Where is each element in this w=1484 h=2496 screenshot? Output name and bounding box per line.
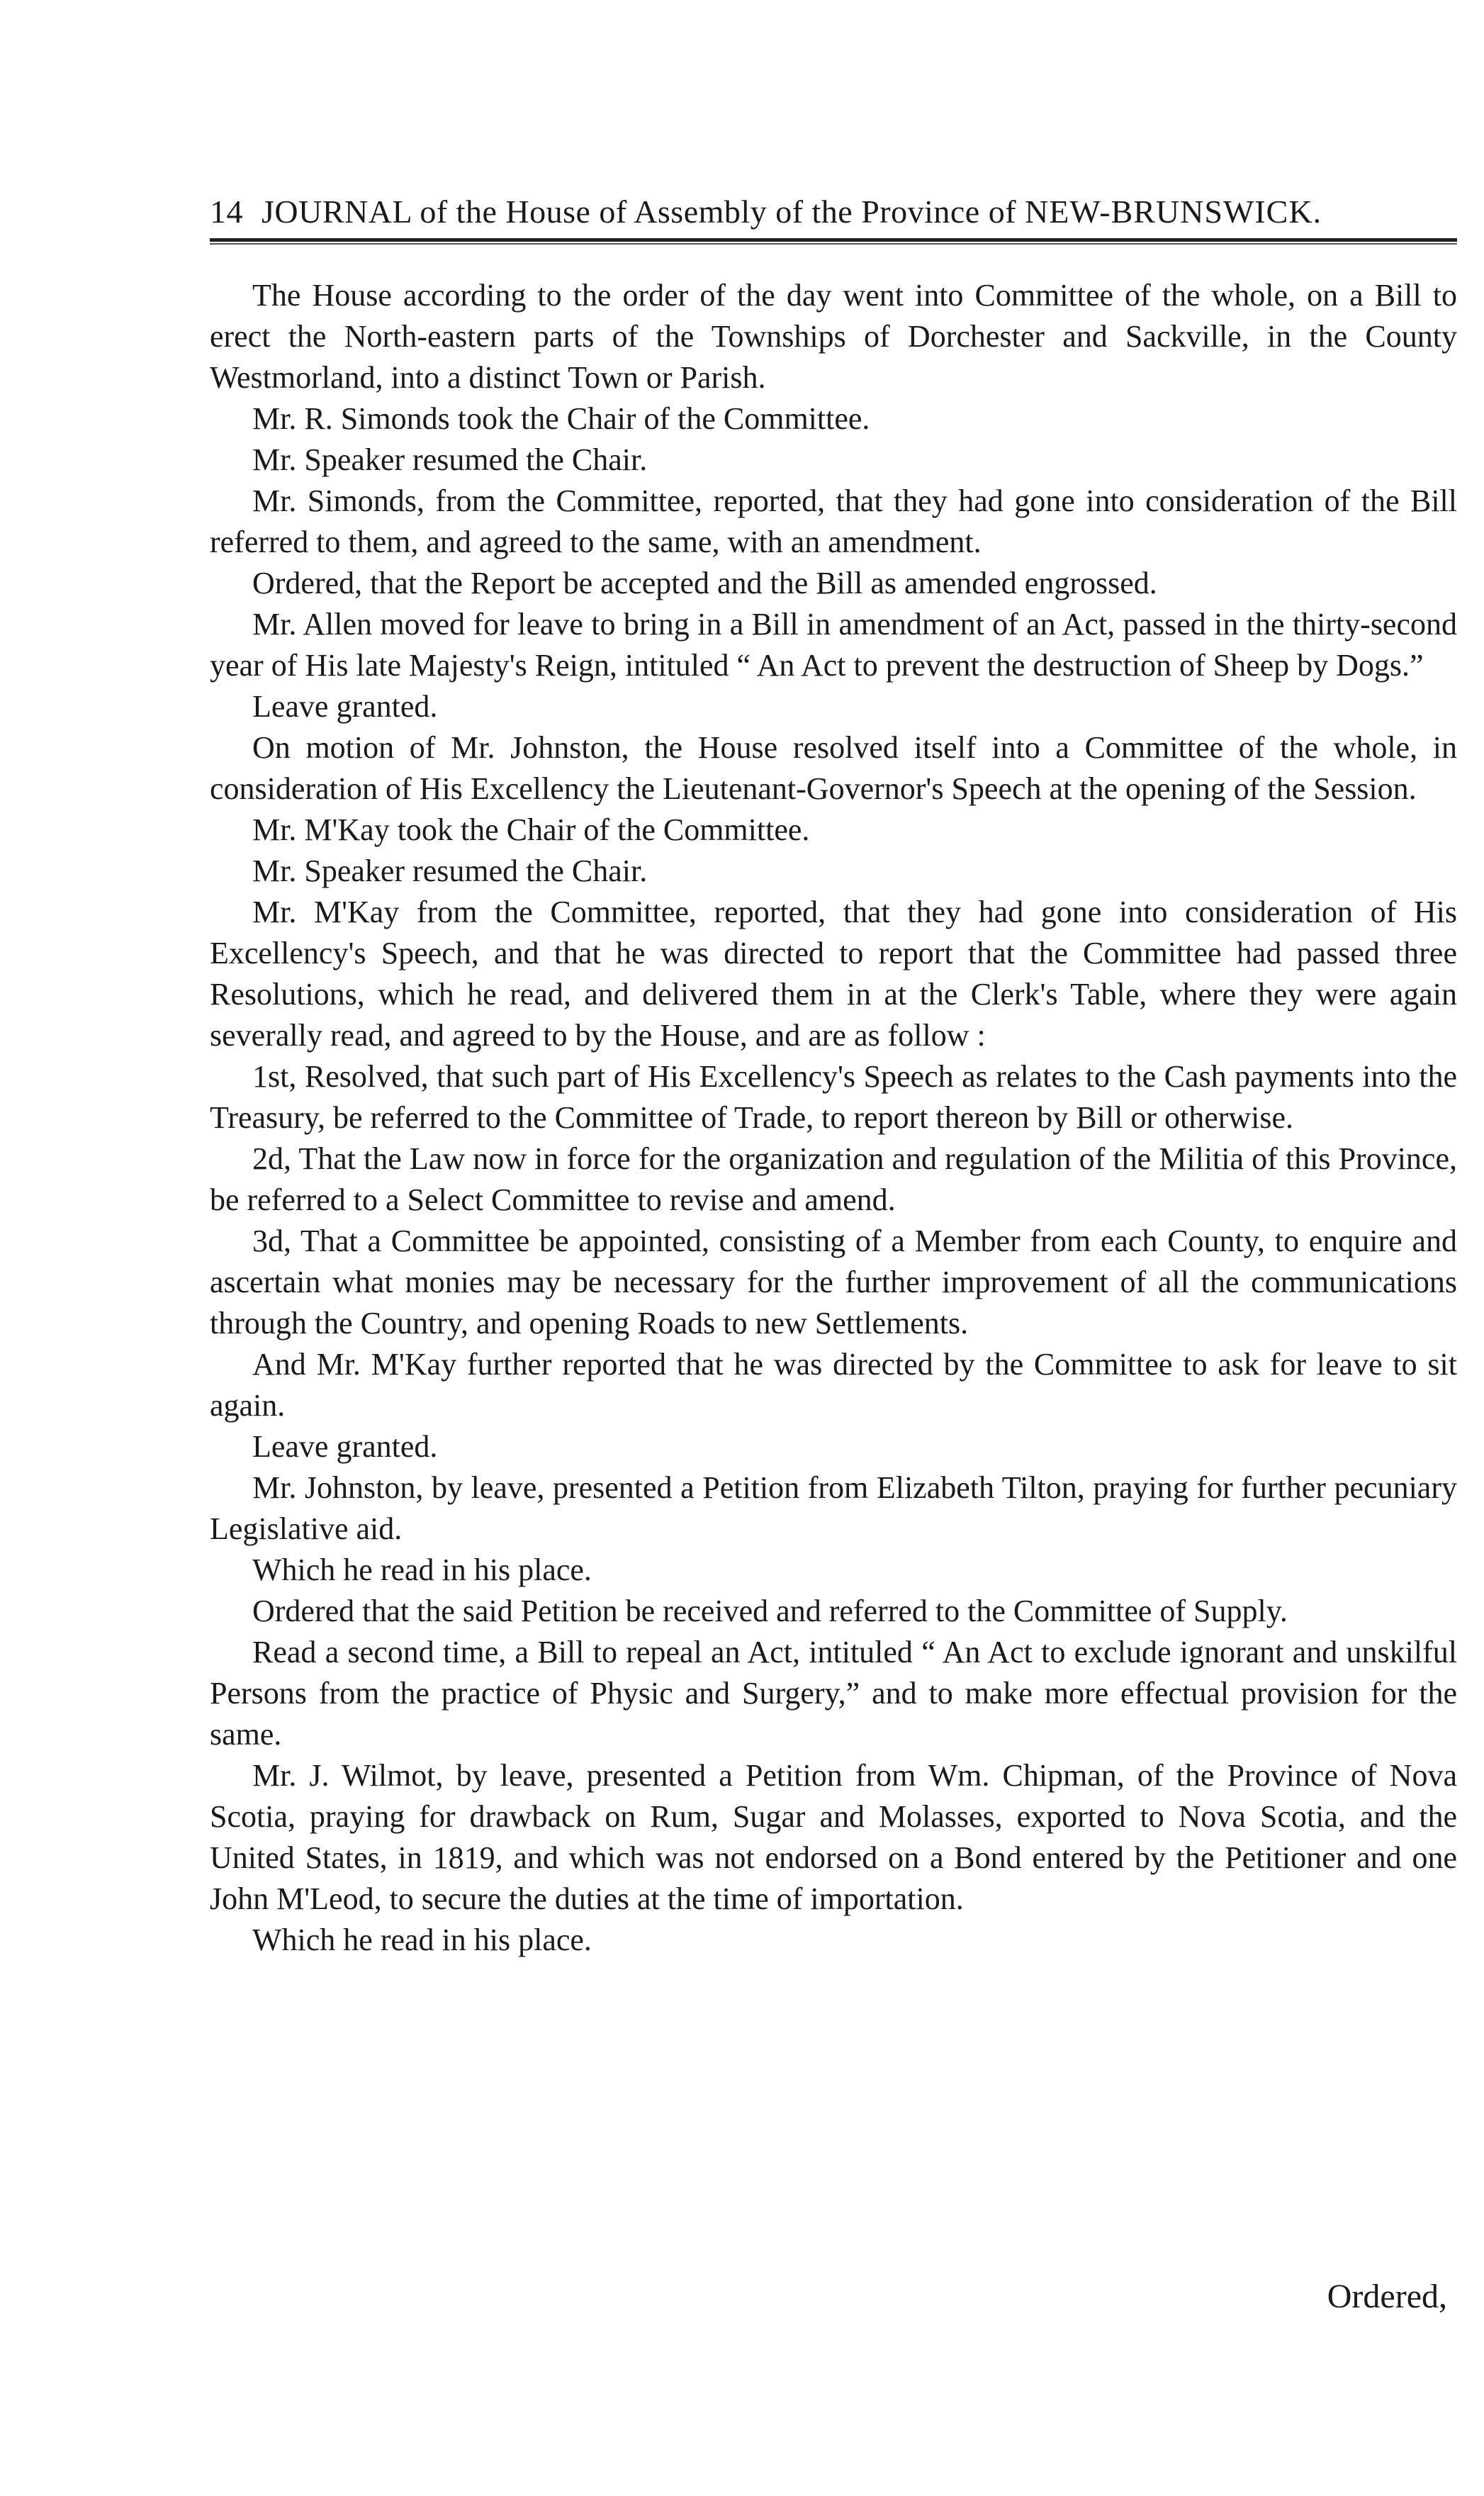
paragraph-speaker-resumed-2: Mr. Speaker resumed the Chair.: [252, 854, 648, 888]
paragraph-ordered-engrossed: Ordered, that the Report be accepted and the Bill as amended engrossed.: [252, 566, 1157, 600]
paragraph-physic-bill: Read a second time, a Bill to repeal an Act, intituled “ An Act to exclude ignorant and unskilful Persons from the practice of Physic and Surgery,” and to make more effectual provision for the same.: [210, 1635, 1457, 1752]
paragraph-mkay-chair: Mr. M'Kay took the Chair of the Committee.: [252, 812, 810, 847]
paragraph-resolution-3: 3d, That a Committee be appointed, consisting of a Member from each County, to enquire and ascertain what monies may be necessary for the further improvement of all the communications through the Country, and opening Roads to new Settlements.: [210, 1224, 1457, 1341]
paragraph-read-in-place-2: Which he read in his place.: [252, 1923, 592, 1957]
paragraph-mkay-report: Mr. M'Kay from the Committee, reported, that they had gone into consideration of His Excellency's Speech, and that he was directed to report that the Committee had passed three Resolutions, which he read, and delivered them in at the Clerk's Table, where they were again severally read, and agreed to by the House, and are as follow :: [210, 895, 1457, 1053]
paragraph-simonds-chair: Mr. R. Simonds took the Chair of the Committee.: [252, 401, 870, 436]
paragraph-resolution-2: 2d, That the Law now in force for the organization and regulation of the Militia of this Province, be referred to a Select Committee to revise and amend.: [210, 1141, 1457, 1217]
paragraph-allen-motion: Mr. Allen moved for leave to bring in a Bill in amendment of an Act, passed in the thirty-second year of His late Majesty's Reign, intituled “ An Act to prevent the destruction of Sheep by Dogs.”: [210, 607, 1457, 683]
header-title: JOURNAL of the House of Assembly of the Province of: [262, 194, 1017, 230]
paragraph-committee-bill: The House according to the order of the day went into Committee of the whole, on a Bill to erect the North-eastern parts of the Townships of Dorchester and Sackville, in the County Westmorland, into a distinct Town or Parish.: [210, 278, 1457, 395]
paragraph-tilton-petition: Mr. Johnston, by leave, presented a Petition from Elizabeth Tilton, praying for further pecuniary Legislative aid.: [210, 1470, 1457, 1546]
paragraph-mkay-sit-again: And Mr. M'Kay further reported that he was directed by the Committee to ask for leave to sit again.: [210, 1347, 1457, 1423]
header-rule: [210, 238, 1457, 245]
paragraph-leave-granted: Leave granted.: [252, 689, 438, 724]
paragraph-johnston-motion: On motion of Mr. Johnston, the House resolved itself into a Committee of the whole, in consideration of His Excellency the Lieutenant-Governor's Speech at the opening of the Session.: [210, 730, 1457, 806]
paragraph-read-in-place: Which he read in his place.: [252, 1552, 592, 1587]
paragraph-ordered-supply: Ordered that the said Petition be received and referred to the Committee of Supply.: [252, 1594, 1288, 1628]
journal-body: [210, 275, 1457, 1961]
paragraph-resolution-1: 1st, Resolved, that such part of His Excellency's Speech as relates to the Cash payments into the Treasury, be referred to the Committee of Trade, to report thereon by Bill or otherwise.: [210, 1059, 1457, 1135]
page-number: 14: [210, 194, 243, 230]
catchword: Ordered,: [1327, 2278, 1447, 2315]
header-province: NEW-BRUNSWICK.: [1025, 194, 1322, 230]
paragraph-speaker-resumed: Mr. Speaker resumed the Chair.: [252, 442, 648, 477]
paragraph-simonds-report: Mr. Simonds, from the Committee, reported, that they had gone into consideration of the Bill referred to them, and agreed to the same, with an amendment.: [210, 483, 1457, 559]
running-header: [210, 190, 1457, 234]
paragraph-chipman-petition: Mr. J. Wilmot, by leave, presented a Petition from Wm. Chipman, of the Province of Nova Scotia, praying for drawback on Rum, Sugar and Molasses, exported to Nova Scotia, and the United States, in 1819, and which was not endorsed on a Bond entered by the Petitioner and one John M'Leod, to secure the duties at the time of importation.: [210, 1758, 1457, 1916]
paragraph-leave-granted-2: Leave granted.: [252, 1429, 438, 1464]
